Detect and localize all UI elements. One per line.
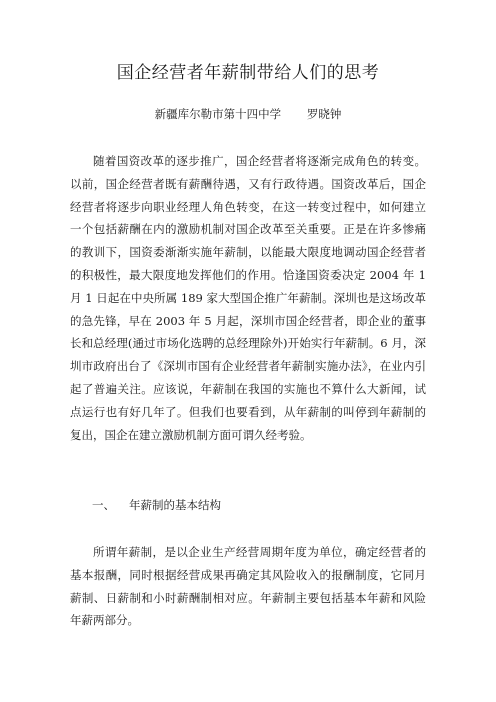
section-heading [92,494,221,516]
author-name: 罗晓钟 [306,107,342,121]
section-body [70,541,426,632]
author-line [0,106,496,122]
author-school: 新疆库尔勒市第十四中学 [154,107,282,121]
intro-paragraph: 随着国资改革的逐步推广，国企经营者将逐渐完成角色的转变。以前，国企经营者既有薪酬待遇，又有行政待遇。国资改革后，国企经营者将逐步向职业经理人角色转变，在这一转变过程中，如何建立一个包括薪酬在内的激励机制对国企改革至关重要。正是在许多惨痛的教训下，国资委渐渐实施年薪制，以能最大限度地调动国企经营者的积极性，最大限度地发挥他们的作用。恰逢国资委决定 2004 年 1 月 1 日起在中央所属 189 家大型国企推广年薪制。深圳也是这场改革的急先锋，早在 2003 年 5 月起，深圳市国企经营者，即企业的董事长和总经理(通过市场化选聘的总经理除外)开始实行年薪制。6 月，深圳市政府出台了《深圳市国有企业经营者年薪制实施办法》，在业内引起了普遍关注。应该说，年薪制在我国的实施也不算什么大新闻，试点运行也有好几年了。但我们也要看到，从年薪制的叫停到年薪制的复出，国企在建立激励机制方面可谓久经考验。 [70,154,426,442]
section-number: 一、 [92,498,115,512]
section-paragraph: 所谓年薪制，是以企业生产经营周期年度为单位，确定经营者的基本报酬，同时根据经营成果再确定其风险收入的报酬制度，它同月薪制、日薪制和小时薪酬制相对应。年薪制主要包括基本年薪和风险年薪两部分。 [70,545,426,628]
intro-section [70,150,426,446]
section-title: 年薪制的基本结构 [129,498,221,512]
document-title: 国企经营者年薪制带给人们的思考 [116,63,380,83]
